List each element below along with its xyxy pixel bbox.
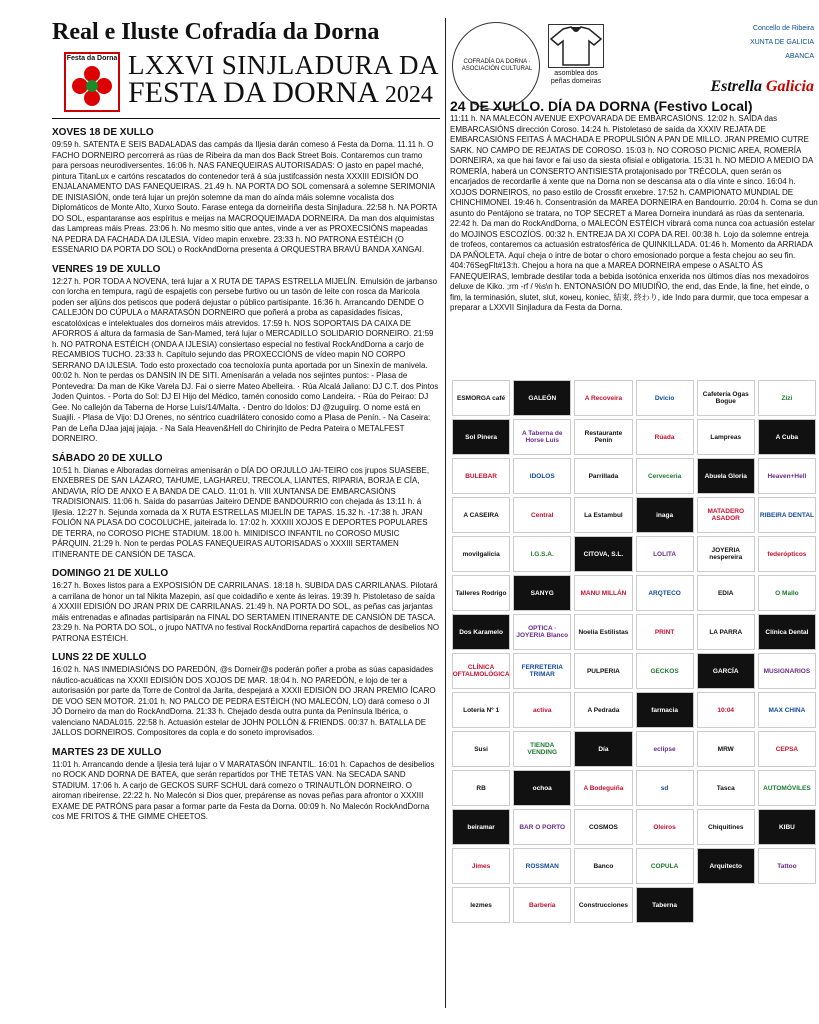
sponsor-logo: LOLITA xyxy=(636,536,694,572)
day-section xyxy=(52,453,440,561)
sponsor-logo: Taberna xyxy=(636,887,694,923)
sponsor-logo: TIENDA VENDING xyxy=(513,731,571,767)
sponsor-logo: Chiquitines xyxy=(697,809,755,845)
sponsor-logo: CEPSA xyxy=(758,731,816,767)
day-title: LUNS 22 DE XULLO xyxy=(52,652,147,663)
sponsor-logo: ESMORGA café xyxy=(452,380,510,416)
sponsor-logo: PULPERIA xyxy=(574,653,632,689)
sponsor-logo: Restaurante Penín xyxy=(574,419,632,455)
sponsor-logo: Central xyxy=(513,497,571,533)
day-title: XOVES 18 DE XULLO xyxy=(52,127,154,138)
sponsor-logo: Tasca xyxy=(697,770,755,806)
tshirt-icon xyxy=(548,24,604,68)
sponsor-logo: Dos Karamelo xyxy=(452,614,510,650)
sponsor-abanca: ABANCA xyxy=(785,53,814,60)
sponsor-logo: MATADERO ASADOR xyxy=(697,497,755,533)
sponsor-logo: IDOLOS xyxy=(513,458,571,494)
sponsor-logo: beiramar xyxy=(452,809,510,845)
sponsor-logo: A Taberna de Horse Luís xyxy=(513,419,571,455)
sponsor-logo: Jimes xyxy=(452,848,510,884)
sponsor-logo: lezmes xyxy=(452,887,510,923)
sponsor-logo: BAR O PORTO xyxy=(513,809,571,845)
sponsor-logo: EDIA xyxy=(697,575,755,611)
sponsor-logo: RB xyxy=(452,770,510,806)
sponsor-logo: ROSSMAN xyxy=(513,848,571,884)
day-text: 11:01 h. Arrancando dende a Ijlesia terá lujar o V MARATASÓN INFANTIL. 16:01 h. Capachos de desibelios no ROCK AND DORNA DE BATEA, que serán repartidos por THE TETAS VAN. Na SECADA SAND STADIUM. 17:06 h. A carjo de GECKOS SURF SCHUL dará comezo o TRINAUTLÓN DORNEIRO. O airoman ribeirense. 22:22 h. No Malecón si Dios quer, prepárense as novas peñas para afrontor o XXXIII EXAME DE PATRÓNS para pasar a formar parte da Festa da Dorna. 00:09 h. No Malecón RockAndDorna cos ME FRITOS & THE GIMME CHEETOS. xyxy=(52,759,435,821)
program-right-column xyxy=(450,98,818,314)
sponsor-concello: Concello de Ribeira xyxy=(752,25,814,32)
sponsor-logo: O Mallo xyxy=(758,575,816,611)
sponsor-logo: Rúada xyxy=(636,419,694,455)
day-section xyxy=(52,264,440,445)
sponsor-logo: Clínica Dental xyxy=(758,614,816,650)
sponsor-logo: I.G.S.A. xyxy=(513,536,571,572)
sponsor-logo: Sol Pinera xyxy=(452,419,510,455)
sponsor-logo: KIBU xyxy=(758,809,816,845)
sponsor-logo: PRINT xyxy=(636,614,694,650)
peñas-label: asomblea dos peñas dorneiras xyxy=(550,70,602,85)
festa-name: FESTA DA DORNA xyxy=(128,76,378,109)
galicia-word: Galicia xyxy=(766,78,814,95)
edition-title: LXXVI SINJLADURA DA xyxy=(128,50,439,80)
sponsor-logo: Talleres Rodrigo xyxy=(452,575,510,611)
sponsor-logo: Lotería Nº 1 xyxy=(452,692,510,728)
day-text: 10:51 h. Dianas e Alboradas dorneiras amenisarán o DÍA DO ORJULLO JAI-TEIRO cos jrupos SUASEBE, ENXEBRES DE SAN LÁZARO, TAHUME, LAGHAREU, TRECOLA, LIANTES, RIPARIA, BORJA E CÍA, ANDAVIA, RÍO DE ANXO E A BANDA DE CALO. 11:01 h. VIII XUNTANSA DE EMBARCASIÓNS TRADISIONAIS. 11:06 h. Saída do pasarrúas Jaiteiro DENDE BANDOURRIO con chejada ás 13:11 h. á Ijlesia. 12:27 h. Sejunda xornada da X RUTA ESTRELLAS MIJELÍN DE TAPAS. 15.32 h. -17:38 h. JRAN FOLIÓN NA PLASA DO COCOLUCHE, jaiteirada lo. 17:02 h. XXXIII XOJOS E DEPORTES POPULARES DE TERRA, no COROSO PICHE STADIUM. 18.00 h. MINIDISCO INFANTIL no COROSO MUSIC PÁRQUIN. 21:29 h. Non te perdas POLAS FANEQUEIRAS AUTORISADAS o XXXIII SERTAMEN ITINERANTE DE CANSIÓN DE TASCA. xyxy=(52,465,430,559)
sponsor-logo: A Pedrada xyxy=(574,692,632,728)
sponsor-logo: Dvicio xyxy=(636,380,694,416)
org-title: Real e Iluste Cofradía da Dorna xyxy=(52,19,380,45)
sponsor-logo: inaga xyxy=(636,497,694,533)
sponsor-logo: AUTOMÓVILES xyxy=(758,770,816,806)
sponsor-logo: Arquitecto xyxy=(697,848,755,884)
badge-label: Festa da Dorna xyxy=(66,55,118,62)
day-section xyxy=(52,652,440,739)
sponsor-logo: A Cuba xyxy=(758,419,816,455)
sponsor-logo: Heaven+Hell xyxy=(758,458,816,494)
sponsor-logo: JOYERIA nespereira xyxy=(697,536,755,572)
sponsor-logo: Barbería xyxy=(513,887,571,923)
sponsor-logo: CLÍNICA OFTALMOLÓGICA xyxy=(452,653,510,689)
sponsor-logo: Oleiros xyxy=(636,809,694,845)
sponsor-logo: movilgalicia xyxy=(452,536,510,572)
column-divider xyxy=(445,18,446,1008)
sponsor-logo: MRW xyxy=(697,731,755,767)
day-text: 16:27 h. Boxes listos para a EXPOSISIÓN DE CARRILANAS. 18:18 h. SUBIDA DAS CARRILANAS. Pilotará a carrilana de honor un tal Nikita Mazepin, así que coidadiño e xente ás leiras. 19:39 h. Pistoletaso de saída á XXXIII EDISIÓN DO JRAN PRIX DE CARRILANAS. 21:49 h. NA PORTA DO SOL, as peñas cas jarjantas máis entrenadas e afinadas partisiparán na FINAL DO SERTAMEN ITINERANTE DE CANSIÓN DE TASCA. 23:29 h. Na PORTA DO SOL, o jrupo NATIVA no festival RockAndDorna repartirá capachos de desibelios NO PATRONA ESTÉICH. xyxy=(52,581,440,643)
day-title: SÁBADO 20 DE XULLO xyxy=(52,452,163,464)
day-section xyxy=(52,747,440,823)
sponsor-logo: Banco xyxy=(574,848,632,884)
sponsor-logo: OPTICA · JOYERIA Blanco xyxy=(513,614,571,650)
sponsor-logo: Zizi xyxy=(758,380,816,416)
sponsor-logo: Abuela Gloria xyxy=(697,458,755,494)
sponsor-logo: federópticos xyxy=(758,536,816,572)
sponsor-logo: Día xyxy=(574,731,632,767)
sponsor-logo: Cafetería Ogas Bogue xyxy=(697,380,755,416)
sponsor-logo: CITOVA, S.L. xyxy=(574,536,632,572)
institutional-sponsors xyxy=(734,22,814,64)
poster-header xyxy=(52,18,442,128)
main-day-text: 11:11 h. NA MALECÓN AVENUE EXPOVARADA DE EMBARCASIÓNS. 12:02 h. SAÍDA das EMBARCASIÓNS dirección Coroso. 14:24 h. Pistoletaso de saída da XXXIV REJATA DE EMBARCASIÓNS FEITAS Á MACHADA E PROPULSIÓN A PAN DE MILLO. JRAN PREMIO CUTRE SARK. NO CAMPO DE REJATAS DE COROSO. 15:03 h. NO COROSO PICNIC AREA, ROMERÍA DORNEIRA, xa que hai favor e fai uso da siesta ofisial e obligatoria. 15:31 h. NO MEDIO A MEDIO DA ROMERÍA, haberá un CONSERTO ANTISIESTA protajonisado por TRÉCOLA, quen serán os encarjados de recordarlle á xente que na Dorna non se descansa ata o día vinte e sinco. 16:04 h. XOJOS DORNEIROS, no paso estilo de Crossfit enxebre. 17:52 h. CAMPIONATO MUNDIAL DE CHINCHIMONEI. 19:46 h. Consentrasión da MAREA DORNEIRA en Bandourrio. 20:04 h. Coma se dun asunto do Pentájono se tratara, no TOP SECRET a Marea Dorneira inundará as rúas da sentenaria. 22:42 h. Da man do RockAndDorna, o MALECÓN ESTÉICH vibrará coma nunca coa actuasión estelar do MOJINOS ESCOZÍOS. 00:32 h. ENTREJA DA XI COPA DA REI. 00:38 h. Lojo da solemne entreja de trofeos, contaremos ca actuasión estratosférica de QUINKILLADA. 01:46 h. Momento da ARRIADA DA PAÑOLETA. Aquí cheja o intre de botar o choro emosionado porque a festa chejou ao seu fin. 404:76SegFlt#13:h. Chejou a hora na que a MAREA DORNEIRA empese o ASALTO ÁS FANEQUEIRAS, lembrade destilar toda a bebida isotónica enxerida nos últimos días nos mexadoiros deluxe de Kiko. ;rm -rf / %s\n h. ENTONASIÓN DO MIUDIÑO, the end, das Ende, la fine, het einde, o fim, la terminasión, slutet, slut, конец, koniec, 結束, 終わり, ide Indo para durmir, que toca empesar a preparar a LXXVII Sinjladura da Festa da Dorna. xyxy=(450,114,818,312)
cofradia-seal-icon xyxy=(452,22,540,110)
sponsor-logo: 10:04 xyxy=(697,692,755,728)
day-text: 09:59 h. SATENTA E SEIS BADALADAS das campás da Iljesia darán comeso á Festa da Dorna. 11.11 h. O FACHO DORNEIRO percorrerá as rúas de Ribeira da man dos Back Street Bois. Contaremos cun tramo para persoas neurodiversentes. 16:06 h. NAS FANEQUEIRAS AUTORISADAS: O jasto en papel maché, pintura TitanLux e cartóns rescatados do contenedor terá á súa justifcassión nesta XXXIII EDISIÓN DO ENJALANAMENTO DAS FANEQUEIRAS. 21.49 h. NA PORTA DO SOL comensará a solemne SERIMONIA DE INISIASIÓN, onde terá lujar un prejón solemne da man do aínda máis solemne vocalista dos Diplomáticos de Monte Alto, Xurxo Souto. Farase entega da dorneiriña desta Sinjladura. 22:58 h. NA PORTA DO SOL, espantaranse aos espíritus e meijas na MACROQUEIMADA DORNEIRA. Da man dos alquimistas das Lampreas máis Preas. 23:06 h. No mesmo sitio que antes, vinde a ver as PROXECSIÓNS mapeadas NA PEDRA DA FACHADA DA IJLESIA. Vídeo mapin enxebre. 23:33 h. NO PATRONA ESTÉICH (O ESSENARIO DA PORTA DO SOL) o RockAndDorna presenta á ORQUESTRA BRAVÚ BANDA XANGAI. xyxy=(52,140,437,254)
sponsor-logo: LA PARRA xyxy=(697,614,755,650)
sponsor-logo: Construcciones xyxy=(574,887,632,923)
sponsor-logo: activa xyxy=(513,692,571,728)
estrella-word: Estrella xyxy=(710,78,766,95)
sponsor-logo: Susi xyxy=(452,731,510,767)
poster xyxy=(52,18,818,1018)
day-title: MARTES 23 DE XULLO xyxy=(52,746,162,758)
sponsor-logo: SANYG xyxy=(513,575,571,611)
sponsor-logo: MAX CHINA xyxy=(758,692,816,728)
day-title: VENRES 19 DE XULLO xyxy=(52,263,161,275)
day-text: 16:02 h. NAS INMEDIASIÓNS DO PAREDÓN, @s Dorneir@s poderán poñer a proba as súas capasidades náutico-acuáticas na XXXII EDISIÓN DOS XOJOS DE MAR. 18:04 h. NO PAREDÓN, e lojo de ter a autorisasión por parte da Torre de Control da Jarita, despejará a XXXII EDISIÓN DO JRAN PREMIO ÍCARO DE VOO SEN MOTOR. 21:01 h. NO PALCO DE PEDRA ESTÉICH (NO MALECÓN, LO) dará comeso o JI JÓ Dorneiro da man do RockAndDorna. 21:33 h. Chejado desda outra punta da Península Ibérica, o valenciano NADAL015. 22:58 h. Actuasión estelar de JOHN POLLÓN & FRIENDS. 00:37 h. BATALLA DE JALLOS DORNEIROS. Compositores da copla e do soneto improvisados. xyxy=(52,665,436,737)
festa-year: 2024 xyxy=(384,82,433,108)
day-text: 12:27 h. POR TODA A NOVENA, terá lujar a X RUTA DE TAPAS ESTRELLA MIJELÍN. Emulsión de jarbanso con lorcha en tempura, ragú de espajetis con persebe furtivo ou un tasón de leite con rosca da Maricola poden ser aljúns dos petiscos que poderá dejustar o público partisipante. 16:36 h. Arrancando DENDE O CALLEJÓN DO CÚPULA o MARATASÓN DORNEIRO que poñerá a proba as capasidades físicas, escatolóxicas e intelektuales dos dorneiros máis atrevidos. 17:59 h. NOS SOPORTAIS DA CAIXA DE AFORROS á altura da farmasia de San-Mamed, terá lujar o MERCADILLO SOLIDARIO DORNEIRO. 21:59 h. NO PATRONA ESTÉICH (ONDA A IJLESIA) consiertaso especial no festival RockAndDorna a carjo de RECAMBIOS TUCHO. 23:33 h. Capítulo sejundo das PROXECCIÓNS de vídeo mapin NO CORPO SERRANO DA IJLESIA. Todo esto proxectado coa tecnoloxía punta aportada por un Sinexín de manivela. 00:02 h. Non te perdas os DANSIN IN DE SITI. Amenisarán a velada nos sejintes puntos: - Plasa de Pontevedra: Da man de Kike Varela DJ. Fai o sierre Mateo Abelleira. · Rúa Alcalá Jaliano: DJ C.T. dos Pintos Joden Quintos. - Porta do Sol: DJ El Hijo del Médico, tamén conosido como Landeira. - Rúa do Peirao: DJ Gee. No callejón da Taberna de Horse Luís/14/Malta. - Dentro do Idolos: DJ @zuguiirg. O nome está en Suajili. - Plasa de Vijo: DJ Orenes, no séntrico cuadrilátero conosido como a Plasa de Penín. - Na Caseira: Pan de Leña DJaa jajaj jajaja. - Na Sala Heaven&Hell do Chirinjito de Pedra Pateira o METALFEST DORNEIRO. xyxy=(52,276,439,443)
main-day-title: 24 DE XULLO. DÍA DA DORNA (Festivo Local) xyxy=(450,98,753,114)
sponsor-logo: FERRETERIA TRIMAR xyxy=(513,653,571,689)
sponsor-logos-grid xyxy=(452,380,816,923)
sponsor-logo: COPULA xyxy=(636,848,694,884)
sponsor-logo: farmacia xyxy=(636,692,694,728)
cross-emblem-icon xyxy=(72,66,112,106)
sponsor-logo: GARCÍA xyxy=(697,653,755,689)
day-title: DOMINGO 21 DE XULLO xyxy=(52,568,169,579)
sponsor-logo: GALEÓN xyxy=(513,380,571,416)
sponsor-logo: MUSIGNARIOS xyxy=(758,653,816,689)
sponsor-logo: BULEBAR xyxy=(452,458,510,494)
sponsor-logo: Noelia Estilistas xyxy=(574,614,632,650)
day-section xyxy=(52,568,440,644)
sponsor-logo: Lampreas xyxy=(697,419,755,455)
sponsor-logo: A Recoveira xyxy=(574,380,632,416)
day-section xyxy=(52,127,440,256)
sponsor-logo: sd xyxy=(636,770,694,806)
sponsor-logo: ochoa xyxy=(513,770,571,806)
sponsor-logo: Cerveceria xyxy=(636,458,694,494)
sponsor-logo: ARQTECO xyxy=(636,575,694,611)
sponsor-logo: Parrillada xyxy=(574,458,632,494)
sponsor-logo: RIBEIRA DENTAL xyxy=(758,497,816,533)
sponsor-logo: COSMOS xyxy=(574,809,632,845)
sponsor-estrella-galicia xyxy=(710,78,814,96)
sponsor-logo: A Bodeguiña xyxy=(574,770,632,806)
festa-title xyxy=(128,78,433,110)
seal-text: COFRADÍA DA DORNA · ASOCIACIÓN CULTURAL xyxy=(461,59,533,72)
festa-badge xyxy=(64,52,120,112)
sponsor-logo: GECKOS xyxy=(636,653,694,689)
sponsor-logo: A CASEIRA xyxy=(452,497,510,533)
sponsor-logo: eclipse xyxy=(636,731,694,767)
sponsor-logo: MANU MILLÁN xyxy=(574,575,632,611)
sponsor-xunta: XUNTA DE GALICIA xyxy=(749,39,814,46)
sponsor-logo: Tattoo xyxy=(758,848,816,884)
sponsor-logo: La Estambul xyxy=(574,497,632,533)
program-left-column xyxy=(52,118,440,823)
